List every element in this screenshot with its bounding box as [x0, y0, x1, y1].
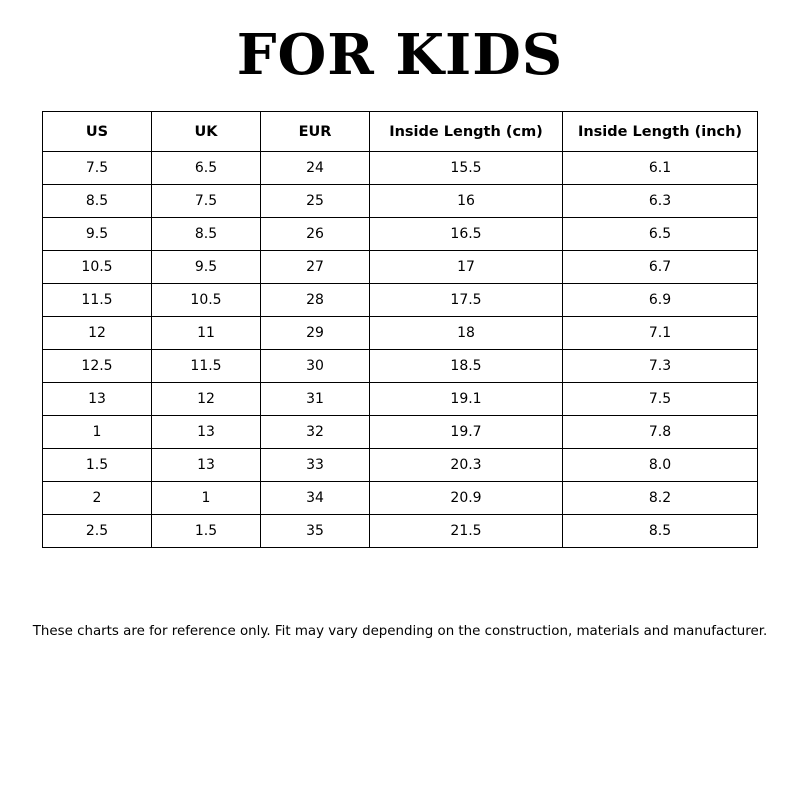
table-cell-uk: 7.5 — [152, 185, 261, 218]
table-cell-us: 8.5 — [43, 185, 152, 218]
table-row — [43, 383, 758, 416]
column-header-eur: EUR — [261, 112, 370, 152]
table-cell-length-cm: 20.9 — [370, 482, 563, 515]
table-row — [43, 251, 758, 284]
table-cell-eur: 25 — [261, 185, 370, 218]
column-header-length-inch: Inside Length (inch) — [563, 112, 758, 152]
table-row — [43, 515, 758, 548]
table-cell-length-inch: 7.3 — [563, 350, 758, 383]
table-cell-eur: 28 — [261, 284, 370, 317]
table-cell-length-inch: 6.5 — [563, 218, 758, 251]
table-cell-eur: 34 — [261, 482, 370, 515]
table-cell-us: 10.5 — [43, 251, 152, 284]
table-cell-uk: 9.5 — [152, 251, 261, 284]
table-cell-eur: 26 — [261, 218, 370, 251]
table-row — [43, 284, 758, 317]
table-body — [43, 152, 758, 548]
table-header — [43, 112, 758, 152]
table-cell-length-cm: 19.1 — [370, 383, 563, 416]
table-cell-us: 7.5 — [43, 152, 152, 185]
column-header-us: US — [43, 112, 152, 152]
table-cell-uk: 12 — [152, 383, 261, 416]
table-header-row — [43, 112, 758, 152]
table-cell-length-cm: 16 — [370, 185, 563, 218]
table-cell-uk: 13 — [152, 449, 261, 482]
table-cell-us: 11.5 — [43, 284, 152, 317]
table-row — [43, 449, 758, 482]
table-cell-length-inch: 8.2 — [563, 482, 758, 515]
table-cell-length-inch: 8.0 — [563, 449, 758, 482]
table-cell-us: 2 — [43, 482, 152, 515]
table-cell-uk: 1 — [152, 482, 261, 515]
column-header-uk: UK — [152, 112, 261, 152]
table-cell-length-inch: 6.3 — [563, 185, 758, 218]
table-cell-eur: 33 — [261, 449, 370, 482]
table-cell-us: 1.5 — [43, 449, 152, 482]
table-cell-uk: 11.5 — [152, 350, 261, 383]
table-cell-length-inch: 6.9 — [563, 284, 758, 317]
table-cell-eur: 32 — [261, 416, 370, 449]
table-cell-length-inch: 7.8 — [563, 416, 758, 449]
table-row — [43, 152, 758, 185]
table-row — [43, 218, 758, 251]
table-row — [43, 416, 758, 449]
table-cell-eur: 31 — [261, 383, 370, 416]
table-cell-length-cm: 20.3 — [370, 449, 563, 482]
table-cell-length-cm: 18 — [370, 317, 563, 350]
table-cell-us: 9.5 — [43, 218, 152, 251]
table-row — [43, 482, 758, 515]
table-cell-us: 12 — [43, 317, 152, 350]
table-row — [43, 185, 758, 218]
table-cell-us: 12.5 — [43, 350, 152, 383]
table-row — [43, 317, 758, 350]
table-cell-length-cm: 19.7 — [370, 416, 563, 449]
table-row — [43, 350, 758, 383]
page-title: FOR KIDS — [236, 22, 564, 88]
table-cell-eur: 24 — [261, 152, 370, 185]
table-cell-length-inch: 7.5 — [563, 383, 758, 416]
table-cell-length-cm: 18.5 — [370, 350, 563, 383]
table-cell-uk: 8.5 — [152, 218, 261, 251]
table-cell-length-cm: 17.5 — [370, 284, 563, 317]
table-cell-length-cm: 16.5 — [370, 218, 563, 251]
table-cell-length-inch: 6.7 — [563, 251, 758, 284]
table-cell-length-cm: 21.5 — [370, 515, 563, 548]
table-cell-uk: 1.5 — [152, 515, 261, 548]
table-cell-eur: 29 — [261, 317, 370, 350]
table-cell-length-inch: 6.1 — [563, 152, 758, 185]
table-cell-eur: 27 — [261, 251, 370, 284]
table-cell-us: 1 — [43, 416, 152, 449]
table-cell-uk: 13 — [152, 416, 261, 449]
table-cell-eur: 35 — [261, 515, 370, 548]
table-cell-eur: 30 — [261, 350, 370, 383]
table-cell-uk: 10.5 — [152, 284, 261, 317]
disclaimer-note: These charts are for reference only. Fit may vary depending on the construction, materials and manufacturer. — [32, 624, 768, 639]
table-cell-uk: 6.5 — [152, 152, 261, 185]
size-chart-table — [42, 111, 758, 548]
table-cell-length-cm: 17 — [370, 251, 563, 284]
column-header-length-cm: Inside Length (cm) — [370, 112, 563, 152]
table-cell-uk: 11 — [152, 317, 261, 350]
table-cell-us: 2.5 — [43, 515, 152, 548]
table-cell-us: 13 — [43, 383, 152, 416]
table-cell-length-cm: 15.5 — [370, 152, 563, 185]
table-cell-length-inch: 8.5 — [563, 515, 758, 548]
table-cell-length-inch: 7.1 — [563, 317, 758, 350]
